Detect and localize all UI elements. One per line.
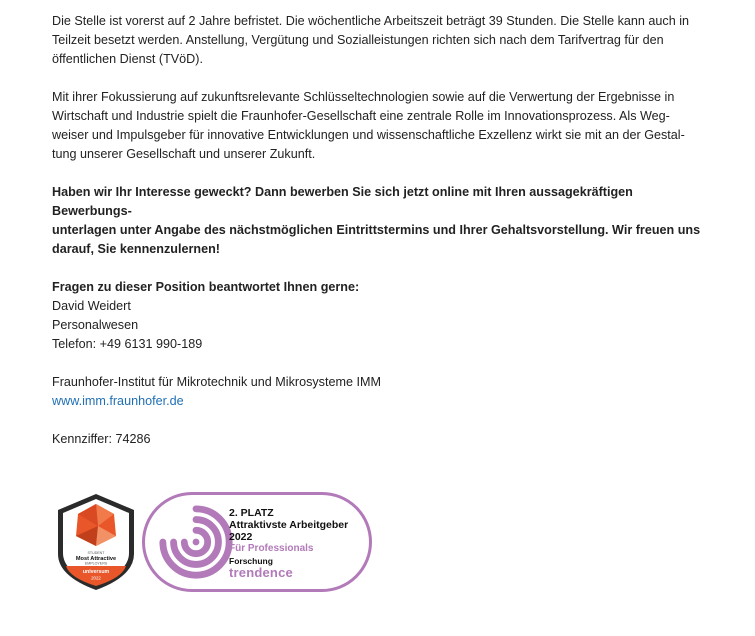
universum-subtitle-text: EMPLOYERS	[84, 561, 108, 566]
trendence-badge	[142, 492, 372, 592]
text-line: tung unserer Gesellschaft und unserer Zukunft.	[52, 147, 316, 161]
trendence-brand: trendence	[229, 565, 293, 580]
universum-top-text: STUDENT	[87, 551, 105, 555]
contact-name: David Weidert	[52, 299, 131, 313]
trendence-group: Für Professionals	[229, 543, 314, 554]
job-ad-content	[52, 12, 702, 468]
text-line: weiser und Impulsgeber für innovative Entwicklungen und wissenschaftliche Exzellenz wirkt sie mit an der Gestal-	[52, 128, 685, 142]
contact-heading: Fragen zu dieser Position beantwortet Ihnen gerne:	[52, 280, 360, 294]
text-line: Die Stelle ist vorerst auf 2 Jahre befristet. Die wöchentliche Arbeitszeit beträgt 39 Stunden. Die Stelle kann auch in	[52, 14, 690, 28]
text-line: Teilzeit besetzt werden. Anstellung, Vergütung und Sozialleistungen richten sich nach dem Tarifvertrag für den	[52, 33, 664, 47]
institute-website-link[interactable]: www.imm.fraunhofer.de	[52, 394, 184, 408]
universum-brand-text: universum	[82, 569, 110, 575]
application-call-paragraph	[52, 183, 702, 259]
trendence-title: Attraktivste Arbeitgeber	[229, 519, 349, 531]
trendence-text-block	[229, 507, 379, 579]
universum-title-text: Most Attractive	[75, 556, 117, 562]
universum-year-text: 2022	[91, 575, 101, 581]
trendence-year: 2022	[229, 531, 253, 543]
institute-name: Fraunhofer-Institut für Mikrotechnik und Mikrosysteme IMM	[52, 375, 381, 389]
trendence-sector: Forschung	[229, 556, 273, 566]
text-line: Mit ihrer Fokussierung auf zukunftsrelevante Schlüsseltechnologien sowie auf die Verwertung der Ergebnisse in	[52, 90, 675, 104]
text-line: Haben wir Ihr Interesse geweckt? Dann bewerben Sie sich jetzt online mit Ihren aussagekräftigen Bewerbungs-	[52, 185, 633, 218]
employment-terms-paragraph	[52, 12, 702, 69]
contact-department: Personalwesen	[52, 318, 139, 332]
text-line: darauf, Sie kennenzulernen!	[52, 242, 220, 256]
institute-block	[52, 373, 702, 411]
text-line: unterlagen unter Angabe des nächstmöglichen Eintrittstermins und Ihrer Gehaltsvorstellung. Wir freuen uns	[52, 223, 701, 237]
text-line: Wirtschaft und Industrie spielt die Fraunhofer-Gesellschaft eine zentrale Rolle im Innovationsprozess. Als Weg-	[52, 109, 670, 123]
text-line: öffentlichen Dienst (TVöD).	[52, 52, 203, 66]
trendence-rank: 2. PLATZ	[229, 507, 274, 519]
fraunhofer-description-paragraph	[52, 88, 702, 164]
universum-badge-icon	[54, 492, 138, 592]
trendence-spiral-icon	[157, 503, 235, 581]
reference-number: Kennziffer: 74286	[52, 432, 151, 446]
contact-block	[52, 278, 702, 354]
contact-phone: Telefon: +49 6131 990-189	[52, 337, 203, 351]
